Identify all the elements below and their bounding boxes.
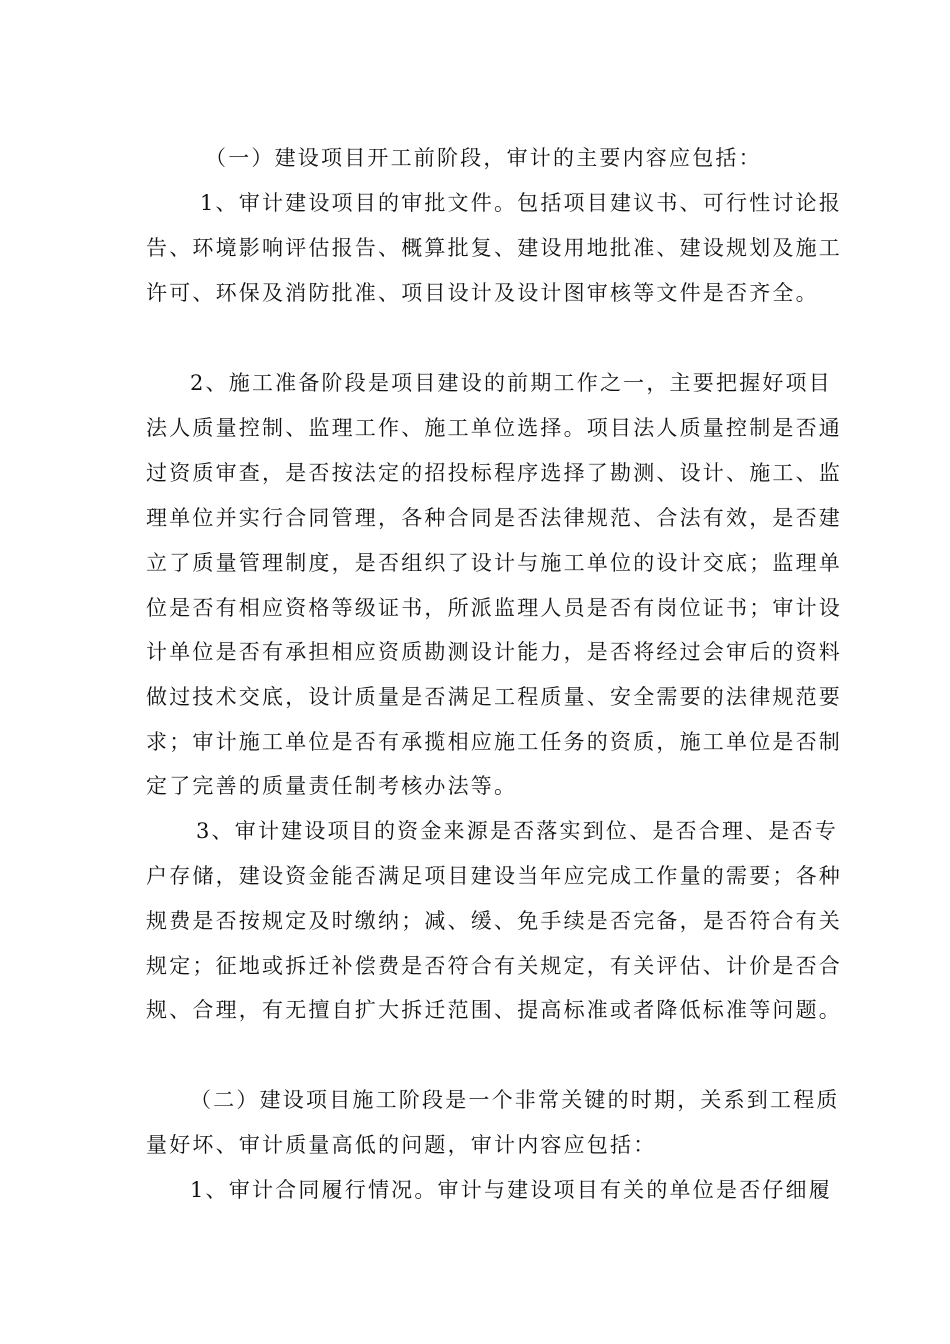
paragraph-line: 规定；征地或拆迁补偿费是否符合有关规定，有关评估、计价是否合 <box>146 954 842 978</box>
paragraph-line: 做过技术交底，设计质量是否满足工程质量、安全需要的法律规范要 <box>146 685 842 709</box>
paragraph-line: 规费是否按规定及时缴纳；减、缓、免手续是否完备，是否符合有关 <box>146 909 842 933</box>
section-heading: （二）建设项目施工阶段是一个非常关键的时期，关系到工程质 <box>190 1088 840 1112</box>
paragraph-line: 户存储，建设资金能否满足项目建设当年应完成工作量的需要；各种 <box>146 864 842 888</box>
paragraph-line: 1、审计建设项目的审批文件。包括项目建议书、可行性讨论报 <box>200 191 842 215</box>
section-heading: （一）建设项目开工前阶段，审计的主要内容应包括： <box>205 146 762 170</box>
paragraph-line: 计单位是否有承担相应资质勘测设计能力，是否将经过会审后的资料 <box>146 640 842 664</box>
paragraph-line: 3、审计建设项目的资金来源是否落实到位、是否合理、是否专 <box>196 819 838 843</box>
paragraph-line: 告、环境影响评估报告、概算批复、建设用地批准、建设规划及施工 <box>146 236 842 260</box>
paragraph-line: 过资质审查，是否按法定的招投标程序选择了勘测、设计、施工、监 <box>146 461 842 485</box>
paragraph-line: 位是否有相应资格等级证书，所派监理人员是否有岗位证书；审计设 <box>146 596 842 620</box>
paragraph-line: 理单位并实行合同管理，各种合同是否法律规范、合法有效，是否建 <box>146 506 842 530</box>
paragraph-line: 许可、环保及消防批准、项目设计及设计图审核等文件是否齐全。 <box>146 281 819 305</box>
paragraph-line: 求；审计施工单位是否有承揽相应施工任务的资质，施工单位是否制 <box>146 730 842 754</box>
paragraph-line: 1、审计合同履行情况。审计与建设项目有关的单位是否仔细履 <box>190 1178 832 1202</box>
paragraph-line: 立了质量管理制度，是否组织了设计与施工单位的设计交底；监理单 <box>146 551 842 575</box>
paragraph-line: 定了完善的质量责任制考核办法等。 <box>146 774 518 798</box>
paragraph-line: 规、合理，有无擅自扩大拆迁范围、提高标准或者降低标准等问题。 <box>146 998 842 1022</box>
paragraph-line: 法人质量控制、监理工作、施工单位选择。项目法人质量控制是否通 <box>146 416 842 440</box>
paragraph-line: 2、施工准备阶段是项目建设的前期工作之一，主要把握好项目 <box>190 371 832 395</box>
section-heading: 量好坏、审计质量高低的问题，审计内容应包括： <box>146 1133 657 1157</box>
